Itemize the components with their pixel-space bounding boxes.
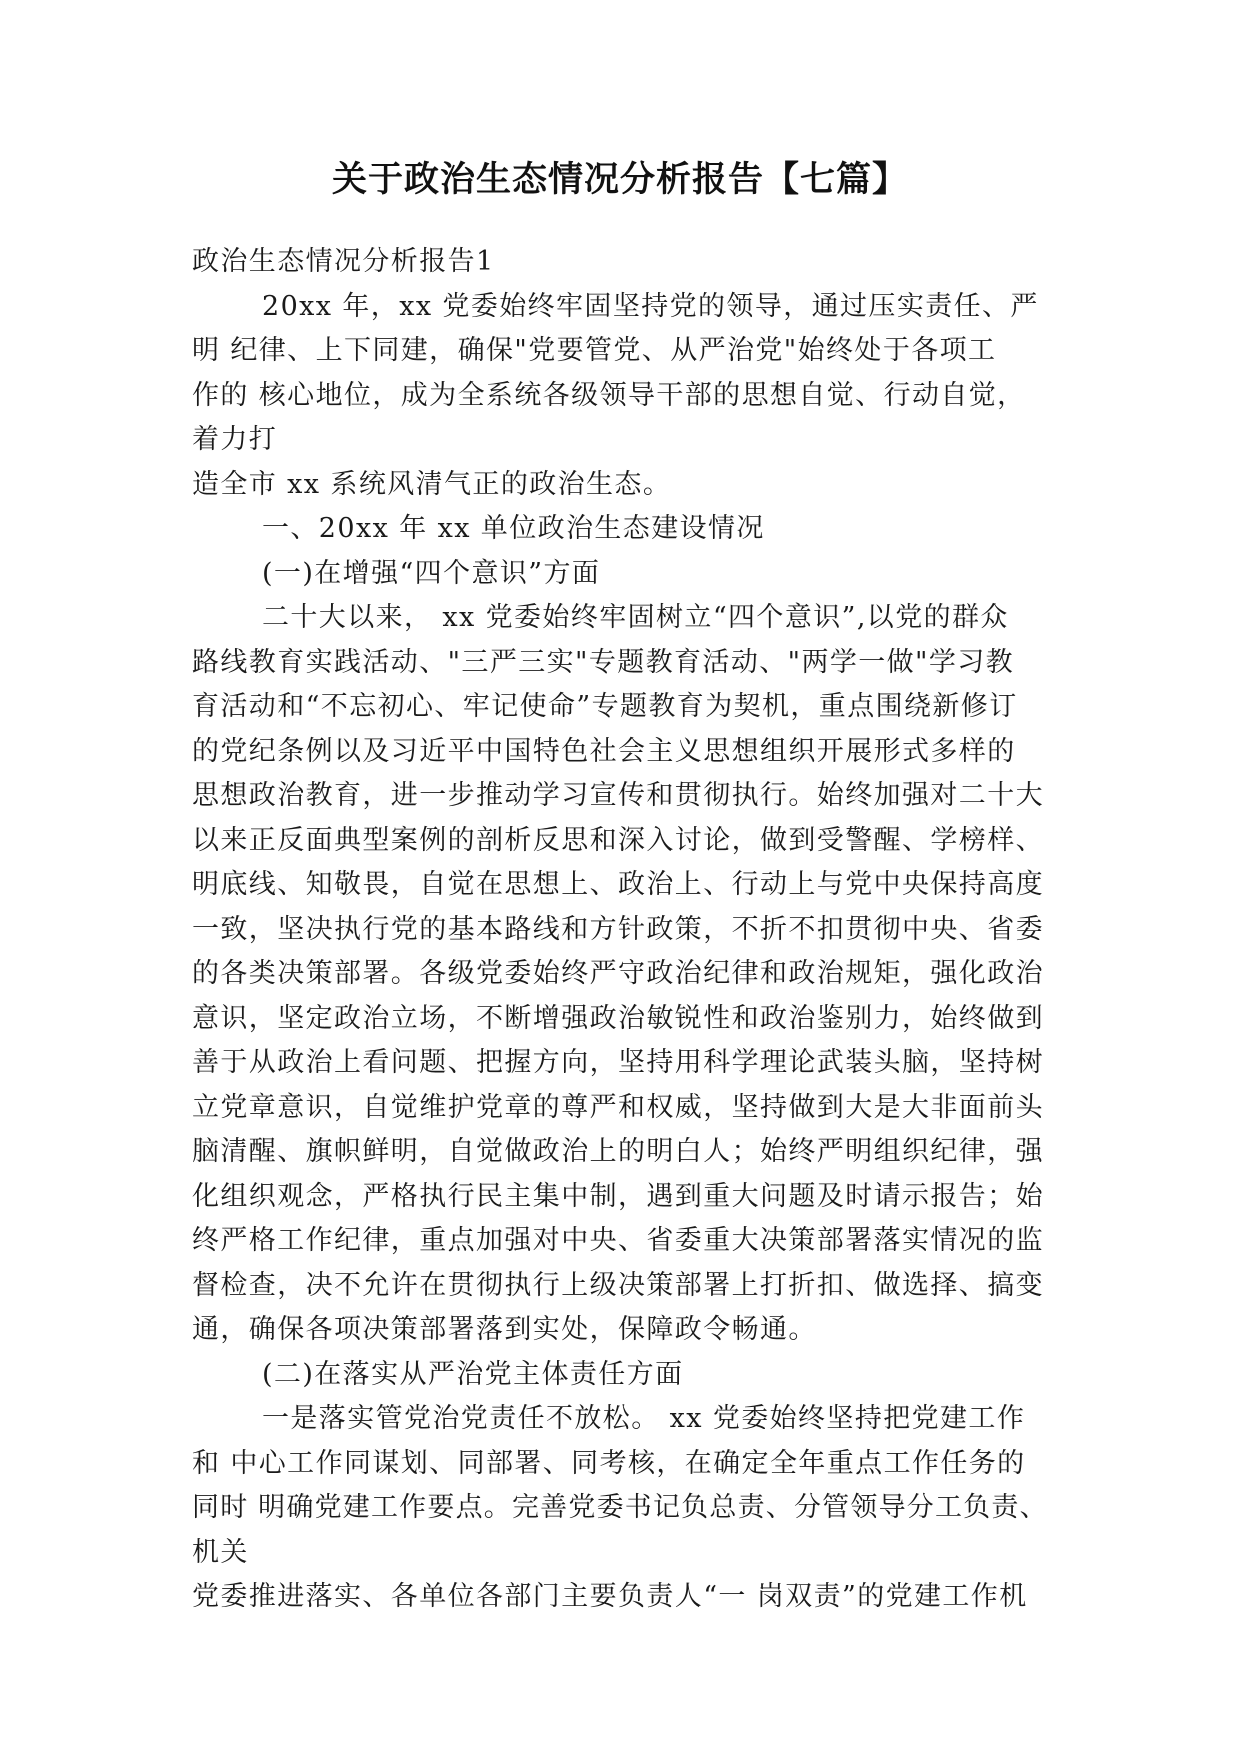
text-line: 通，确保各项决策部署落到实处，保障政令畅通。	[192, 1314, 817, 1345]
text-line: 着力打	[192, 424, 278, 455]
document-title: 关于政治生态情况分析报告【七篇】	[331, 160, 908, 200]
text-line: 立党章意识，自觉维护党章的尊严和权威，坚持做到大是大非面前头	[192, 1091, 1044, 1123]
text-line: 明 纪律、上下同建，确保"党要管党、从严治党"始终处于各项工	[192, 335, 997, 366]
text-line: (一)在增强“四个意识”方面	[262, 557, 601, 589]
text-line: 政治生态情况分析报告1	[192, 246, 495, 277]
text-line: 党委推进落实、各单位各部门主要负责人“一 岗双责”的党建工作机	[192, 1581, 1028, 1612]
text-line: 一致，坚决执行党的基本路线和方针政策，不折不扣贯彻中央、省委	[192, 913, 1044, 945]
text-line: 明底线、知敬畏，自觉在思想上、政治上、行动上与党中央保持高度	[192, 869, 1044, 900]
text-line: 和 中心工作同谋划、同部署、同考核，在确定全年重点工作任务的	[192, 1447, 1026, 1479]
text-line: 脑清醒、旗帜鲜明，自觉做政治上的明白人；始终严明组织纪律，强	[192, 1136, 1044, 1167]
text-line: 意识，坚定政治立场，不断增强政治敏锐性和政治鉴别力，始终做到	[192, 1002, 1044, 1034]
text-line: 作的 核心地位，成为全系统各级领导干部的思想自觉、行动自觉，	[192, 379, 1026, 411]
text-line: 善于从政治上看问题、把握方向，坚持用科学理论武装头脑，坚持树	[192, 1047, 1044, 1078]
text-line: 的党纪条例以及习近平中国特色社会主义思想组织开展形式多样的	[192, 735, 1016, 767]
document-body	[192, 240, 1052, 1620]
text-line: 育活动和“不忘初心、牢记使命”专题教育为契机，重点围绕新修订	[192, 691, 1018, 722]
text-line: 二十大以来， xx 党委始终牢固树立“四个意识”,以党的群众	[262, 602, 1009, 633]
text-line: 路线教育实践活动、"三严三实"专题教育活动、"两学一做"学习教	[192, 646, 1015, 678]
text-line: 终严格工作纪律，重点加强对中央、省委重大决策部署落实情况的监	[192, 1225, 1044, 1256]
text-line: 一是落实管党治党责任不放松。 xx 党委始终坚持把党建工作	[262, 1403, 1026, 1434]
text-line: 一、20xx 年 xx 单位政治生态建设情况	[262, 513, 765, 544]
text-line: 督检查，决不允许在贯彻执行上级决策部署上打折扣、做选择、搞变	[192, 1269, 1044, 1301]
text-line: 化组织观念，严格执行民主集中制，遇到重大问题及时请示报告；始	[192, 1180, 1044, 1212]
text-line: 20xx 年，xx 党委始终牢固坚持党的领导，通过压实责任、严	[262, 290, 1039, 322]
text-line: 造全市 xx 系统风清气正的政治生态。	[192, 468, 672, 500]
text-line: 的各类决策部署。各级党委始终严守政治纪律和政治规矩，强化政治	[192, 958, 1044, 989]
text-line: 机关	[192, 1536, 249, 1568]
text-line: 以来正反面典型案例的剖析反思和深入讨论，做到受警醒、学榜样、	[192, 824, 1044, 856]
text-line: (二)在落实从严治党主体责任方面	[262, 1358, 684, 1390]
text-line: 思想政治教育，进一步推动学习宣传和贯彻执行。始终加强对二十大	[192, 780, 1044, 811]
text-line: 同时 明确党建工作要点。完善党委书记负总责、分管领导分工负责、	[192, 1492, 1048, 1523]
